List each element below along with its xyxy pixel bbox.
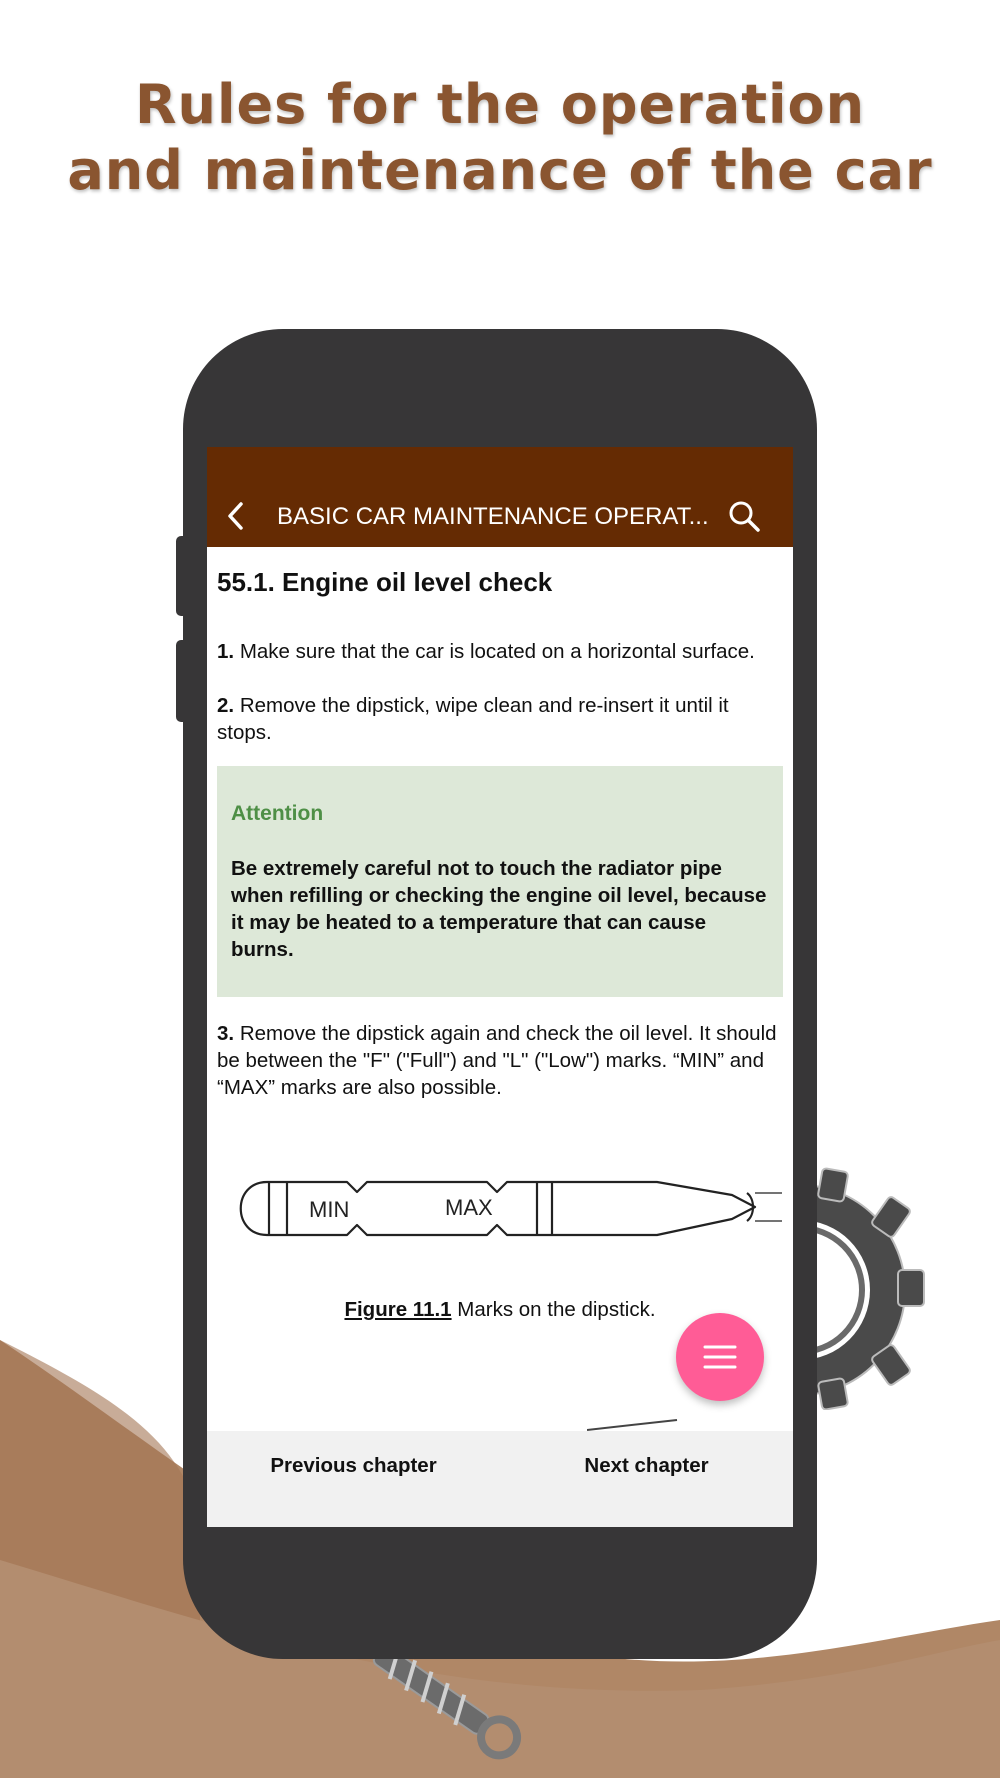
figure-reference-link[interactable]: Figure 11.1 (344, 1298, 452, 1321)
partial-figure-line (587, 1417, 707, 1431)
step-1 (217, 638, 783, 665)
app-bar-title: BASIC CAR MAINTENANCE OPERAT... (277, 503, 709, 530)
attention-title: Attention (231, 802, 324, 825)
step-3-text: Remove the dipstick again and check the oil level. It should be between the "F" ("Full") and "L" ("Low") marks. “MIN” and “MAX” marks are also possible. (217, 1022, 777, 1099)
step-3-number: 3. (217, 1022, 235, 1045)
bottom-navigation (207, 1431, 793, 1527)
dipstick-label-max: MAX (445, 1195, 493, 1220)
chevron-left-icon (226, 501, 246, 531)
step-2 (217, 692, 783, 746)
phone-screen (207, 447, 793, 1527)
dipstick-label-min: MIN (309, 1197, 350, 1222)
next-chapter-button[interactable]: Next chapter (584, 1454, 709, 1477)
phone-side-button-lower (176, 640, 190, 722)
promo-title (0, 72, 1000, 204)
app-bar (207, 447, 793, 547)
step-2-text: Remove the dipstick, wipe clean and re-insert it until it stops. (217, 694, 729, 744)
back-button[interactable] (221, 499, 251, 533)
figure-caption-text: Marks on the dipstick. (457, 1298, 656, 1321)
attention-text: Be extremely careful not to touch the radiator pipe when refilling or checking the engine oil level, because it may be heated to a temperature that can cause burns. (231, 857, 767, 961)
step-2-number: 2. (217, 694, 235, 717)
menu-fab[interactable] (676, 1313, 764, 1401)
spring-icon (330, 1640, 530, 1778)
menu-icon (703, 1344, 737, 1370)
attention-box (217, 766, 783, 997)
phone-side-button-upper (176, 536, 190, 616)
step-1-text: Make sure that the car is located on a horizontal surface. (239, 640, 755, 663)
search-icon (727, 499, 761, 533)
promo-title-line1: Rules for the operation (134, 73, 866, 136)
search-button[interactable] (725, 497, 763, 535)
previous-chapter-button[interactable]: Previous chapter (270, 1454, 437, 1477)
promo-title-line2: and maintenance of the car (67, 139, 933, 202)
dipstick-figure (227, 1157, 787, 1267)
step-3 (217, 1020, 783, 1101)
section-title: 55.1. Engine oil level check (217, 567, 553, 597)
step-1-number: 1. (217, 640, 235, 663)
